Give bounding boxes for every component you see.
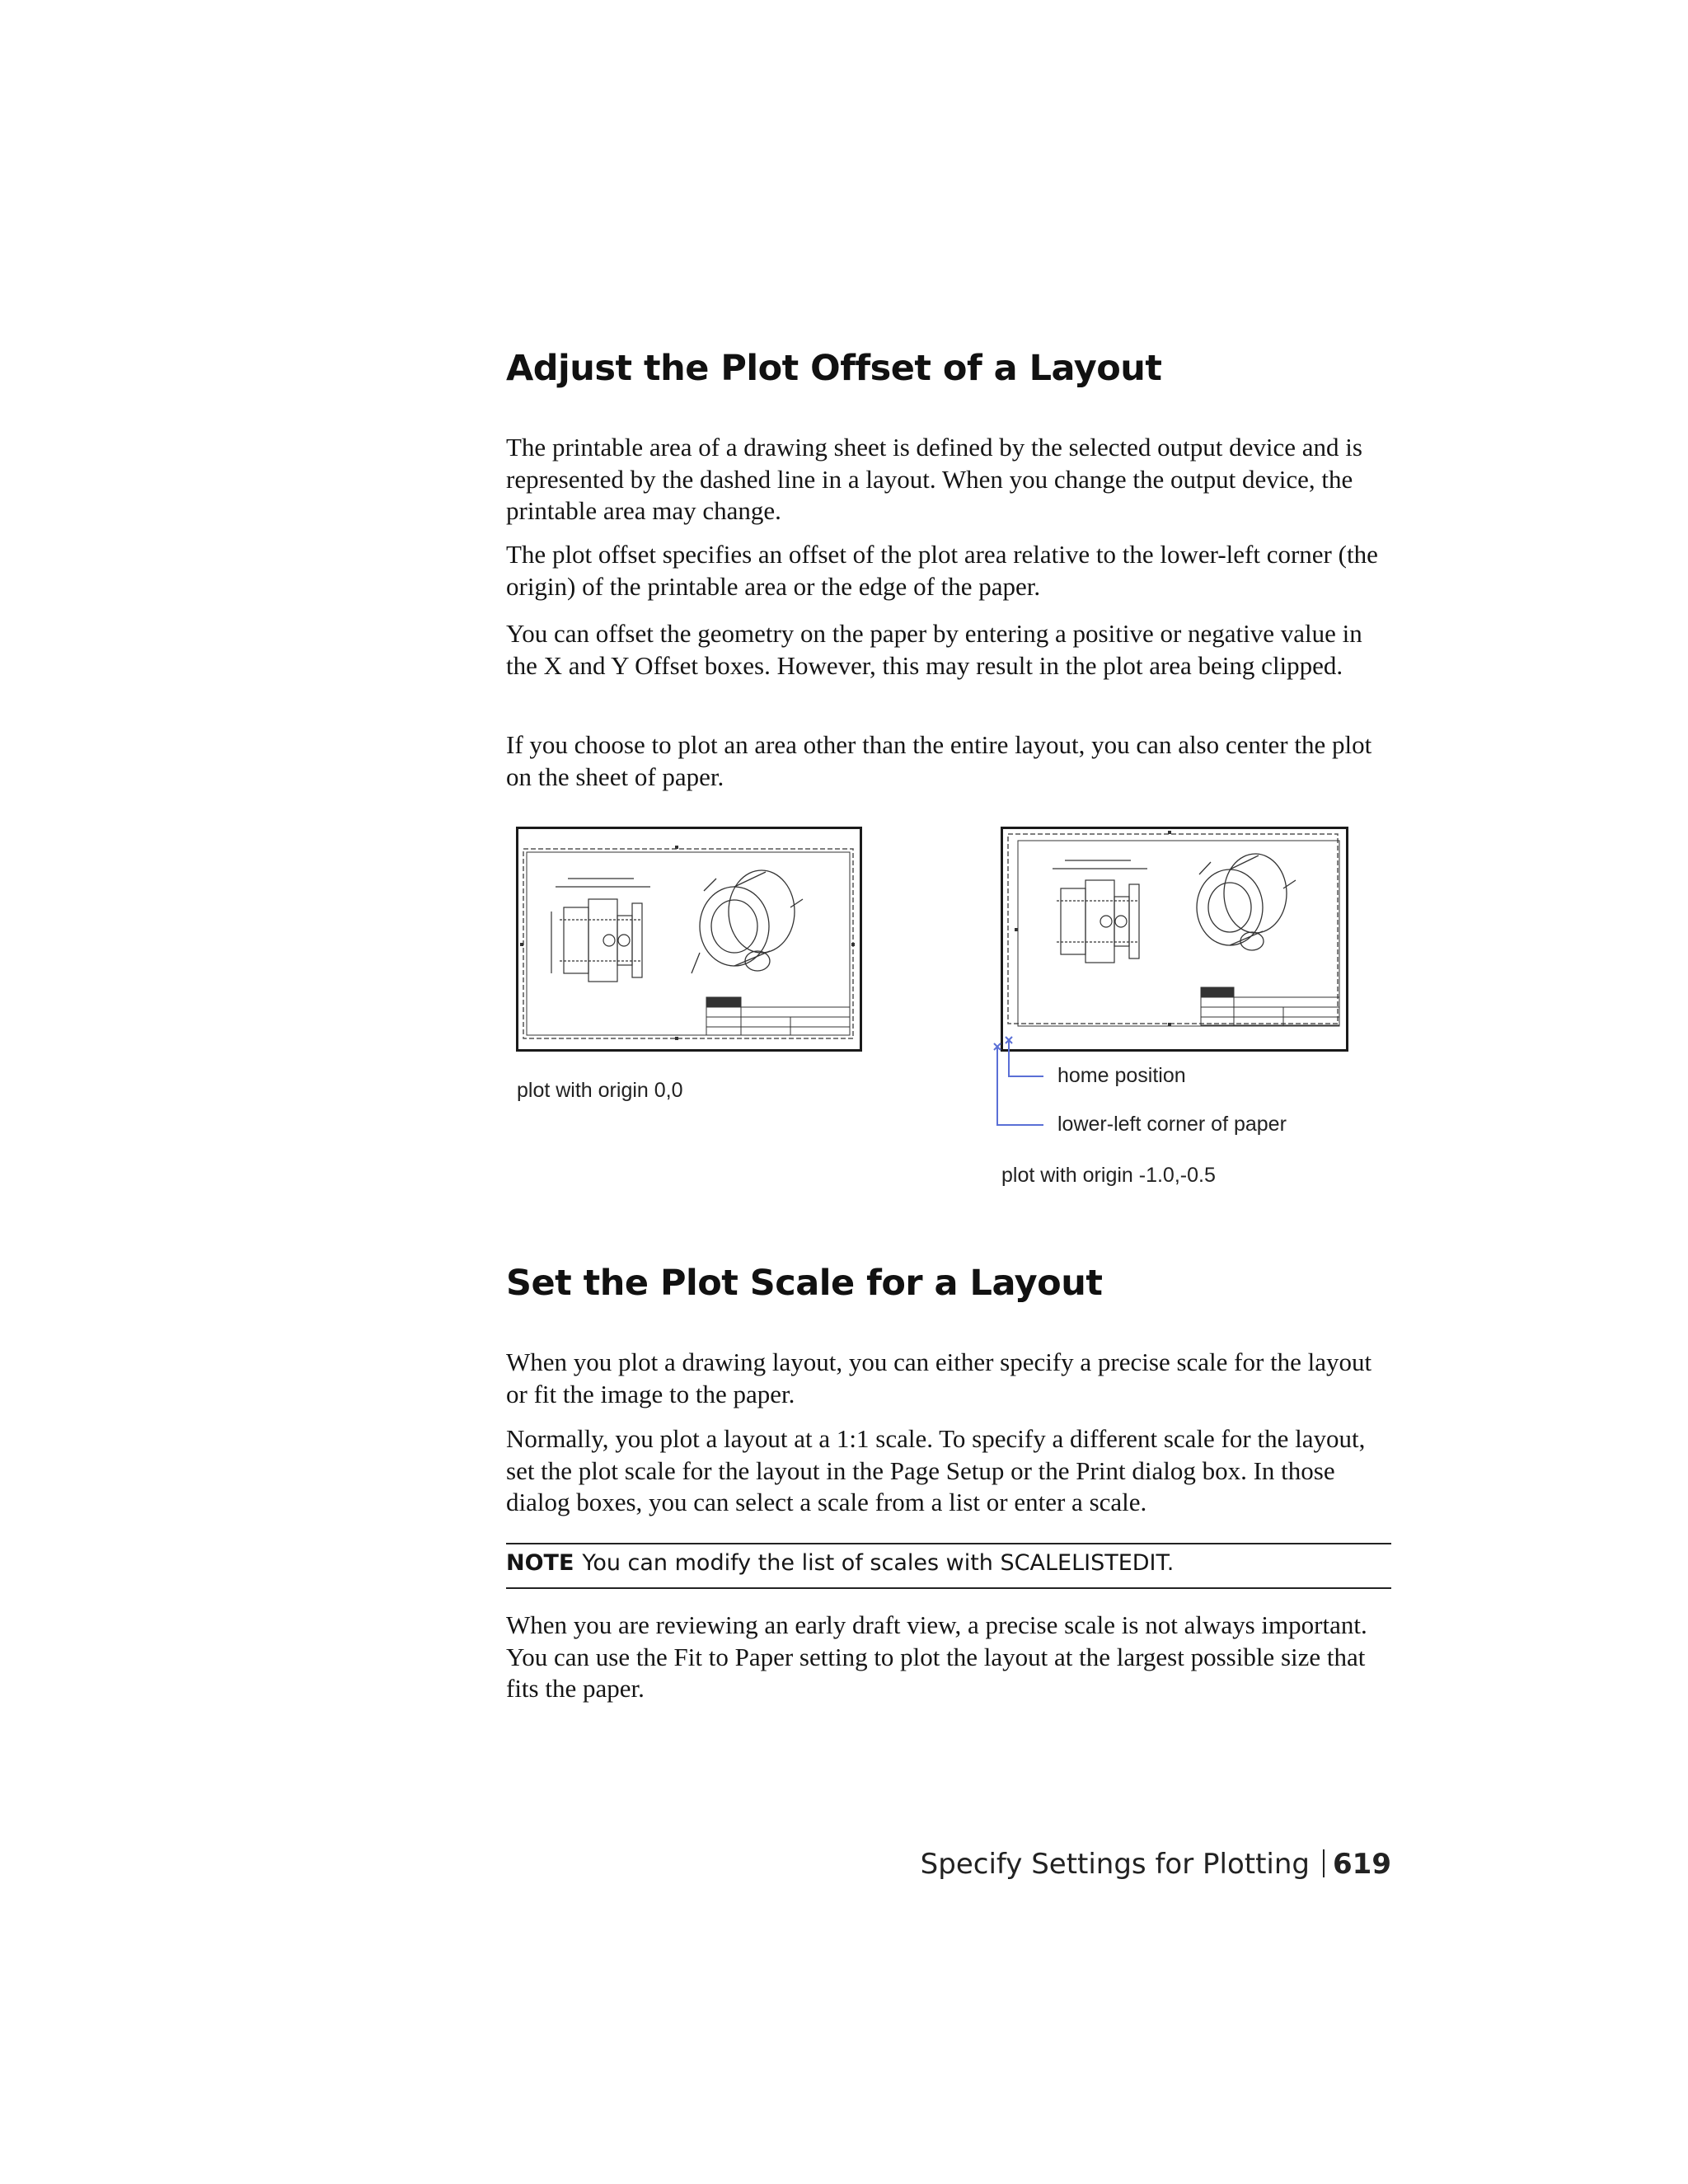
callout-home-position: home position [1057, 1064, 1186, 1087]
figure-caption-right: plot with origin -1.0,-0.5 [1001, 1164, 1216, 1187]
note-box [506, 1549, 1391, 1577]
paragraph: You can offset the geometry on the paper by entering a positive or negative value in the X and Y Offset boxes. However, this may result in the plot area being clipped. [506, 619, 1362, 680]
footer-separator [1323, 1849, 1325, 1877]
paragraph: The printable area of a drawing sheet is defined by the selected output device and is represented by the dashed line in a layout. When you change the output device, the printable area may change. [506, 433, 1362, 525]
section-heading-plot-scale: Set the Plot Scale for a Layout [506, 1263, 1103, 1304]
paragraph: Normally, you plot a layout at a 1:1 scale. To specify a different scale for the layout, set the plot scale for the layout in the Page Setup or the Print dialog box. In those dialog boxes, you can select a scale from a list or enter a scale. [506, 1424, 1366, 1516]
cad-drawing-illustration [518, 829, 860, 1049]
note-text: You can modify the list of scales with SCALELISTEDIT. [582, 1550, 1175, 1576]
figure-caption-left: plot with origin 0,0 [517, 1079, 683, 1102]
note-bottom-rule [506, 1587, 1391, 1589]
cad-drawing-illustration [1003, 829, 1346, 1049]
paragraph: If you choose to plot an area other than the entire layout, you can also center the plot on the sheet of paper. [506, 730, 1372, 791]
plot-figure-origin-0-0 [516, 827, 862, 1052]
page-number: 619 [1333, 1848, 1391, 1881]
paragraph: When you are reviewing an early draft view, a precise scale is not always important. You can use the Fit to Paper setting to plot the layout at the largest possible size that fits the paper. [506, 1610, 1367, 1703]
note-top-rule [506, 1543, 1391, 1544]
paragraph: When you plot a drawing layout, you can either specify a precise scale for the layout or fit the image to the paper. [506, 1347, 1372, 1408]
plot-figure-origin-offset [1001, 827, 1348, 1052]
callout-lower-left-corner: lower-left corner of paper [1057, 1113, 1287, 1136]
section-heading-plot-offset: Adjust the Plot Offset of a Layout [506, 348, 1162, 389]
note-label: NOTE [506, 1550, 574, 1576]
page-footer [921, 1848, 1391, 1881]
paragraph: The plot offset specifies an offset of the plot area relative to the lower-left corner (the origin) of the printable area or the edge of the paper. [506, 540, 1378, 601]
footer-chapter-title: Specify Settings for Plotting [920, 1848, 1311, 1881]
origin-callout-lines [989, 1034, 1055, 1133]
